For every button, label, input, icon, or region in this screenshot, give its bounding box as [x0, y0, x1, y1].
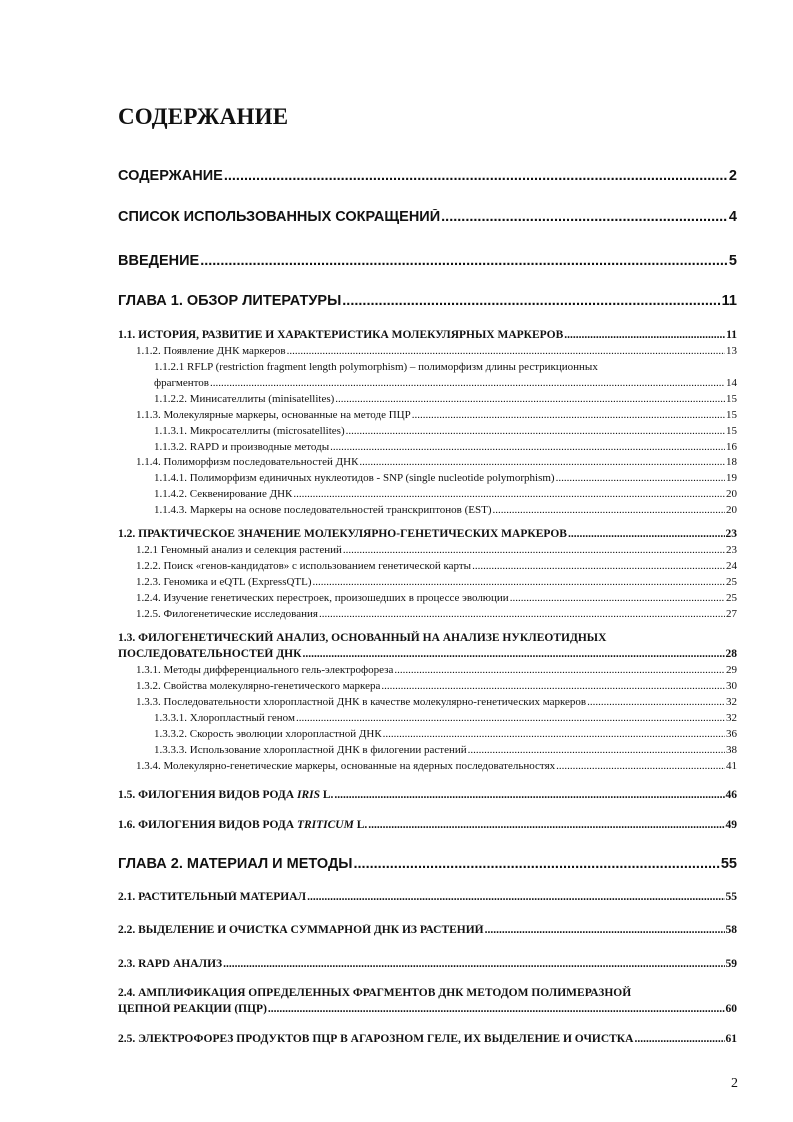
toc-subsection-entry[interactable] — [136, 544, 737, 556]
toc-subsection-entry[interactable] — [136, 345, 737, 357]
toc-entry-label: 1.1.4.3. Маркеры на основе последовательностей транскриптонов (EST) — [154, 504, 492, 516]
toc-section-entry[interactable] — [118, 1003, 737, 1015]
page-number: 2 — [731, 1076, 738, 1091]
toc-section-entry[interactable] — [118, 924, 737, 936]
toc-subsection-entry[interactable] — [154, 425, 737, 437]
dot-leader — [313, 576, 725, 588]
toc-entry-page: 25 — [726, 576, 737, 588]
species-name: IRIS — [296, 789, 320, 801]
toc-entry-label: 1.2.1 Геномный анализ и селекция растений — [136, 544, 342, 556]
toc-entry-page: 36 — [726, 728, 737, 740]
dot-leader — [587, 696, 725, 708]
toc-entry-page: 11 — [726, 329, 737, 341]
toc-chapter-entry[interactable] — [118, 253, 737, 269]
toc-entry-page: 27 — [726, 608, 737, 620]
toc-subsection-entry[interactable] — [136, 760, 737, 772]
dot-leader — [200, 253, 728, 269]
toc-subsection-entry[interactable] — [136, 608, 737, 620]
toc-subsection-entry[interactable] — [136, 696, 737, 708]
toc-subsection-entry[interactable] — [154, 472, 737, 484]
toc-entry-page: 30 — [726, 680, 737, 692]
toc-entry-label: 1.5. ФИЛОГЕНИЯ ВИДОВ РОДА IRIS L. — [118, 789, 334, 801]
toc-entry-page: 4 — [728, 209, 737, 225]
toc-entry-page: 20 — [726, 488, 737, 500]
toc-entry-label: 1.3.3.2. Скорость эволюции хлоропластной ДНК — [154, 728, 382, 740]
toc-subsection-entry[interactable] — [154, 712, 737, 724]
toc-entry-page: 41 — [726, 760, 737, 772]
toc-section-entry[interactable] — [118, 329, 737, 341]
dot-leader — [468, 744, 725, 756]
toc-entry-label: 1.6. ФИЛОГЕНИЯ ВИДОВ РОДА TRITICUM L. — [118, 819, 368, 831]
toc-subsection-entry[interactable] — [136, 664, 737, 676]
toc-entry-label: ВВЕДЕНИЕ — [118, 253, 200, 269]
dot-leader — [224, 168, 728, 184]
dot-leader — [210, 377, 725, 389]
dot-leader — [485, 924, 725, 936]
toc-entry-page: 61 — [725, 1033, 737, 1045]
toc-entry-label: 1.1.4.2. Секвенирование ДНК — [154, 488, 293, 500]
toc-entry-label: 1.1.4.1. Полиморфизм единичных нуклеотидов - SNP (single nucleotide polymorphism) — [154, 472, 555, 484]
toc-entry-page: 13 — [726, 345, 737, 357]
toc-entry-label: 1.2. ПРАКТИЧЕСКОЕ ЗНАЧЕНИЕ МОЛЕКУЛЯРНО-ГЕНЕТИЧЕСКИХ МАРКЕРОВ — [118, 528, 567, 540]
toc-entry-page: 25 — [726, 592, 737, 604]
toc-entry-label: 1.1. ИСТОРИЯ, РАЗВИТИЕ И ХАРАКТЕРИСТИКА МОЛЕКУЛЯРНЫХ МАРКЕРОВ — [118, 329, 564, 341]
dot-leader — [472, 560, 725, 572]
toc-entry-page: 11 — [721, 293, 737, 309]
toc-entry-label: 1.3.4. Молекулярно-генетические маркеры, основанные на ядерных последовательностях — [136, 760, 556, 772]
dot-leader — [510, 592, 725, 604]
dot-leader — [268, 1003, 725, 1015]
toc-section-entry[interactable] — [118, 958, 737, 970]
dot-leader — [564, 329, 725, 341]
toc-subsection-entry[interactable] — [154, 504, 737, 516]
toc-entry-label: 1.2.2. Поиск «генов-кандидатов» с использованием генетической карты — [136, 560, 472, 572]
toc-entry-label: фрагментов — [154, 377, 209, 389]
species-name: TRITICUM — [296, 819, 354, 831]
toc-entry-label: 1.3.1. Методы дифференциального гель-электрофореза — [136, 664, 394, 676]
toc-entry-label: 1.2.4. Изучение генетических перестроек, произошедших в процессе эволюции — [136, 592, 509, 604]
toc-entry-label: СОДЕРЖАНИЕ — [118, 168, 223, 184]
toc-entry-text: 1.3. ФИЛОГЕНЕТИЧЕСКИЙ АНАЛИЗ, ОСНОВАННЫЙ НА АНАЛИЗЕ НУКЛЕОТИДНЫХ — [118, 632, 607, 644]
dot-leader — [343, 544, 725, 556]
toc-entry-label: 1.1.3.1. Микросателлиты (microsatellites) — [154, 425, 345, 437]
toc-entry-label: 2.5. ЭЛЕКТРОФОРЕЗ ПРОДУКТОВ ПЦР В АГАРОЗНОМ ГЕЛЕ, ИХ ВЫДЕЛЕНИЕ И ОЧИСТКА — [118, 1033, 634, 1045]
toc-chapter-entry[interactable] — [118, 168, 737, 184]
toc-entry-label: 1.3.3.1. Хлоропластный геном — [154, 712, 295, 724]
toc-entry-page: 38 — [726, 744, 737, 756]
toc-entry-page: 59 — [725, 958, 737, 970]
toc-entry-label: 2.3. RAPD АНАЛИЗ — [118, 958, 223, 970]
dot-leader — [346, 425, 725, 437]
toc-entry-page: 49 — [725, 819, 737, 831]
toc-entry-label: ГЛАВА 2. МАТЕРИАЛ И МЕТОДЫ — [118, 856, 353, 872]
toc-subsection-entry[interactable] — [136, 409, 737, 421]
toc-entry-label: 1.1.4. Полиморфизм последовательностей ДНК — [136, 456, 359, 468]
dot-leader — [223, 958, 724, 970]
toc-entry-page: 46 — [725, 789, 737, 801]
toc-entry-page: 23 — [726, 544, 737, 556]
toc-entry-page: 58 — [725, 924, 737, 936]
toc-entry-page: 14 — [726, 377, 737, 389]
toc-section-entry[interactable] — [118, 891, 737, 903]
toc-entry-page: 19 — [726, 472, 737, 484]
toc-subsection-entry[interactable] — [136, 576, 737, 588]
toc-entry-text: 1.1.2.1 RFLP (restriction fragment length polymorphism) – полиморфизм длины рестрикционных — [154, 361, 598, 373]
dot-leader — [634, 1033, 724, 1045]
toc-entry-page: 23 — [725, 528, 737, 540]
toc-entry-label: 1.1.2.2. Минисателлиты (minisatellites) — [154, 393, 335, 405]
dot-leader — [302, 648, 724, 660]
toc-section-entry[interactable] — [118, 789, 737, 801]
toc-entry-page: 55 — [725, 891, 737, 903]
dot-leader — [359, 456, 725, 468]
dot-leader — [342, 293, 720, 309]
toc-entry-page: 2 — [728, 168, 737, 184]
toc-subsection-entry[interactable] — [154, 488, 737, 500]
dot-leader — [412, 409, 725, 421]
toc-entry-label: 1.3.3.3. Использование хлоропластной ДНК в филогении растений — [154, 744, 467, 756]
toc-entry-label: 1.2.5. Филогенетические исследования — [136, 608, 318, 620]
dot-leader — [334, 789, 724, 801]
toc-entry-label: 1.1.3. Молекулярные маркеры, основанные на методе ПЦР — [136, 409, 411, 421]
dot-leader — [394, 664, 725, 676]
dot-leader — [307, 891, 724, 903]
toc-subsection-entry[interactable] — [154, 393, 737, 405]
toc-entry-page: 15 — [726, 393, 737, 405]
toc-entry-label: 1.2.3. Геномика и eQTL (ExpressQTL) — [136, 576, 312, 588]
toc-entry-label: ГЛАВА 1. ОБЗОР ЛИТЕРАТУРЫ — [118, 293, 342, 309]
toc-entry-label: 2.1. РАСТИТЕЛЬНЫЙ МАТЕРИАЛ — [118, 891, 307, 903]
page-title: СОДЕРЖАНИЕ — [118, 104, 289, 129]
toc-section-entry[interactable] — [118, 1033, 737, 1045]
toc-chapter-entry[interactable] — [118, 293, 737, 309]
dot-leader — [441, 209, 728, 225]
toc-subsection-entry[interactable] — [154, 441, 737, 453]
dot-leader — [556, 760, 725, 772]
toc-section-entry[interactable] — [118, 528, 737, 540]
toc-entry-page: 32 — [726, 696, 737, 708]
toc-entry-page: 5 — [728, 253, 737, 269]
toc-entry-page: 20 — [726, 504, 737, 516]
toc-section-entry[interactable] — [118, 819, 737, 831]
dot-leader — [354, 856, 720, 872]
dot-leader — [368, 819, 724, 831]
dot-leader — [330, 441, 725, 453]
toc-entry-page: 15 — [726, 425, 737, 437]
toc-entry-label: 1.3.3. Последовательности хлоропластной ДНК в качестве молекулярно-генетических маркеров — [136, 696, 587, 708]
dot-leader — [296, 712, 725, 724]
toc-entry-page: 18 — [726, 456, 737, 468]
dot-leader — [319, 608, 725, 620]
toc-entry-page: 24 — [726, 560, 737, 572]
toc-chapter-entry[interactable] — [118, 856, 737, 872]
toc-entry-label: ПОСЛЕДОВАТЕЛЬНОСТЕЙ ДНК — [118, 648, 302, 660]
toc-entry-label: ЦЕПНОЙ РЕАКЦИИ (ПЦР) — [118, 1003, 267, 1015]
toc-entry-text: 2.4. АМПЛИФИКАЦИЯ ОПРЕДЕЛЕННЫХ ФРАГМЕНТОВ ДНК МЕТОДОМ ПОЛИМЕРАЗНОЙ — [118, 987, 632, 999]
toc-entry-page: 55 — [720, 856, 737, 872]
dot-leader — [287, 345, 725, 357]
dot-leader — [293, 488, 725, 500]
toc-entry-page: 29 — [726, 664, 737, 676]
dot-leader — [335, 393, 725, 405]
toc-subsection-entry[interactable] — [136, 456, 737, 468]
dot-leader — [383, 728, 725, 740]
toc-section-entry[interactable] — [118, 648, 737, 660]
toc-entry-page: 15 — [726, 409, 737, 421]
toc-entry-label: 2.2. ВЫДЕЛЕНИЕ И ОЧИСТКА СУММАРНОЙ ДНК ИЗ РАСТЕНИЙ — [118, 924, 484, 936]
dot-leader — [381, 680, 725, 692]
toc-entry-page: 28 — [725, 648, 737, 660]
toc-entry-label: 1.1.2. Появление ДНК маркеров — [136, 345, 286, 357]
toc-subsection-entry[interactable] — [154, 377, 737, 389]
toc-subsection-entry[interactable] — [154, 728, 737, 740]
toc-entry-page: 16 — [726, 441, 737, 453]
toc-entry-label: 1.1.3.2. RAPD и производные методы — [154, 441, 330, 453]
toc-subsection-entry[interactable] — [154, 744, 737, 756]
toc-entry-page: 32 — [726, 712, 737, 724]
toc-subsection-entry[interactable] — [136, 560, 737, 572]
toc-subsection-entry[interactable] — [136, 592, 737, 604]
toc-entry-label: 1.3.2. Свойства молекулярно-генетического маркера — [136, 680, 381, 692]
toc-entry-label: СПИСОК ИСПОЛЬЗОВАННЫХ СОКРАЩЕНИЙ — [118, 209, 441, 225]
dot-leader — [568, 528, 725, 540]
toc-chapter-entry[interactable] — [118, 209, 737, 225]
dot-leader — [556, 472, 725, 484]
dot-leader — [493, 504, 726, 516]
toc-subsection-entry[interactable] — [136, 680, 737, 692]
toc-entry-page: 60 — [725, 1003, 737, 1015]
